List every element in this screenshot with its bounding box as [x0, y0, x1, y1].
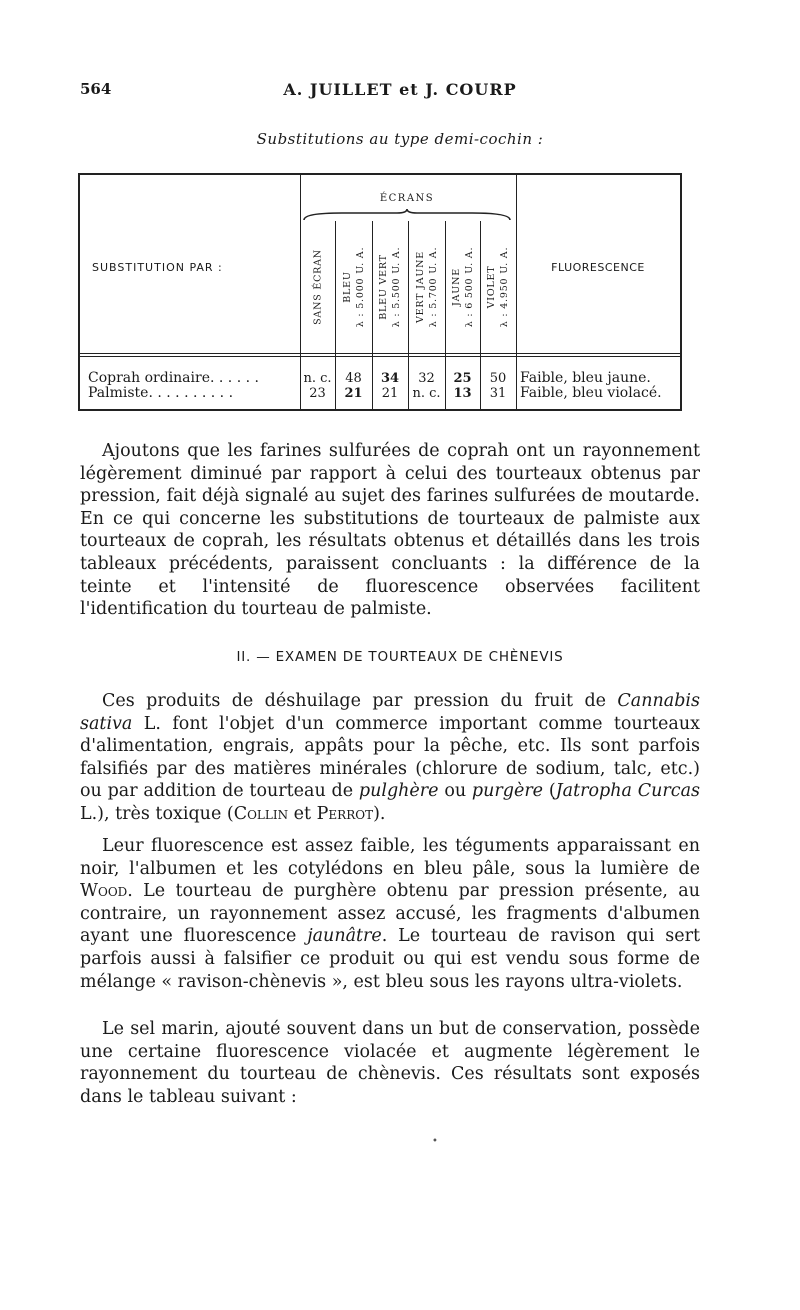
table-cell: 23 — [309, 386, 326, 401]
running-header — [80, 80, 720, 104]
paragraph-text: Ces produits de déshuilage par pression du fruit de Cannabis sativa L. font l'objet d'un commerce important comme tourteaux d'alimentation, engrais, appâts pour la pêche, etc. Ils sont parfois falsifiés par des matières minérales (chlorure de sodium, talc, etc.) ou par addition de tourteau de pulghère ou purgère (Jatropha Curcas L.), très toxique (Collin et Perrot). — [80, 691, 700, 824]
column-header-substitution: SUBSTITUTION PAR : — [92, 261, 223, 274]
paragraph-fluorescence — [80, 835, 700, 993]
column-group-ecrans: ÉCRANS — [379, 193, 435, 204]
table-cell: 31 — [489, 386, 507, 401]
paragraph-sel-marin — [80, 1018, 700, 1108]
paragraph-chenevis-intro — [80, 690, 700, 826]
table-header-rule — [80, 353, 680, 354]
screen-header-jaune: JAUNE λ : 6 500 U. A. — [450, 246, 475, 328]
fluorescence-cell: Faible, bleu violacé. — [520, 385, 662, 401]
table-cell: 34 — [380, 371, 400, 386]
paragraph-text: Ajoutons que les farines sulfurées de coprah ont un rayonnement légèrement diminué par rapport à celui des tourteaux obtenus par pression, fait déjà signalé au sujet des farines sulfurées de moutarde. En ce qui concerne les substitutions de tourteaux de palmiste aux tourteaux de coprah, les résultats obtenus et détaillés dans les trois tableaux précédents, paraissent concluants : la différence de la teinte et l'intensité de fluorescence observées facilitent l'identification du tourteau de palmiste. — [80, 441, 700, 620]
table-cell: 21 — [344, 386, 363, 401]
table-cell: 32 — [418, 371, 435, 386]
table-cell: 13 — [453, 386, 472, 401]
column-header-fluorescence: FLUORESCENCE — [551, 261, 645, 274]
table-cell: n. c. — [303, 371, 332, 386]
paragraph-palmiste-conclusion — [80, 440, 700, 621]
fluorescence-table — [78, 173, 682, 411]
table-cell: n. c. — [412, 386, 441, 401]
table-header-rule-double — [80, 356, 680, 357]
table-title: Substitutions au type demi-cochin : — [256, 130, 544, 148]
paragraph-text: Le sel marin, ajouté souvent dans un but de conservation, possède une certaine fluorescence violacée et augmente légèrement le rayonnement du tourteau de chènevis. Ces résultats sont exposés dans le tableau suivant : — [80, 1019, 700, 1107]
running-title-authors: A. JUILLET et J. COURP — [283, 80, 517, 99]
ecrans-brace — [302, 209, 512, 221]
table-cell: 48 — [345, 371, 362, 386]
paragraph-text: Leur fluorescence est assez faible, les téguments apparaissant en noir, l'albumen et les cotylédons en bleu pâle, sous la lumière de Wood. Le tourteau de purghère obtenu par pression présente, au contraire, un rayonnement assez accusé, les fragments d'albumen ayant une fluorescence jaunâtre. Le tourteau de ravison qui sert parfois aussi à falsifier ce produit ou qui est vendu sous forme de mélange « ravison-chènevis », est bleu sous les rayons ultra-violets. — [80, 836, 700, 992]
table-column-rule — [516, 175, 517, 409]
row-label-coprah: Coprah ordinaire. . . . . . — [88, 370, 259, 386]
stray-mark: • — [432, 1136, 438, 1147]
table-cell: 25 — [453, 371, 472, 386]
screen-header-vert-jaune: VERT JAUNE λ : 5.700 U. A. — [414, 246, 439, 328]
row-label-palmiste: Palmiste. . . . . . . . . . — [88, 385, 234, 401]
screen-header-sans-ecran: SANS ÉCRAN — [312, 249, 323, 325]
page-number: 564 — [80, 80, 112, 98]
screen-header-bleu-vert: BLEU VERT λ : 5.500 U. A. — [378, 246, 402, 328]
table-cell: 50 — [489, 371, 507, 386]
section-heading: II. — EXAMEN DE TOURTEAUX DE CHÈNEVIS — [236, 649, 564, 665]
screen-header-bleu: BLEU λ : 5.000 U. A. — [341, 246, 366, 328]
fluorescence-cell: Faible, bleu jaune. — [520, 370, 651, 386]
screen-header-violet: VIOLET λ : 4.950 U. A. — [486, 246, 510, 328]
table-cell: 21 — [381, 386, 399, 401]
